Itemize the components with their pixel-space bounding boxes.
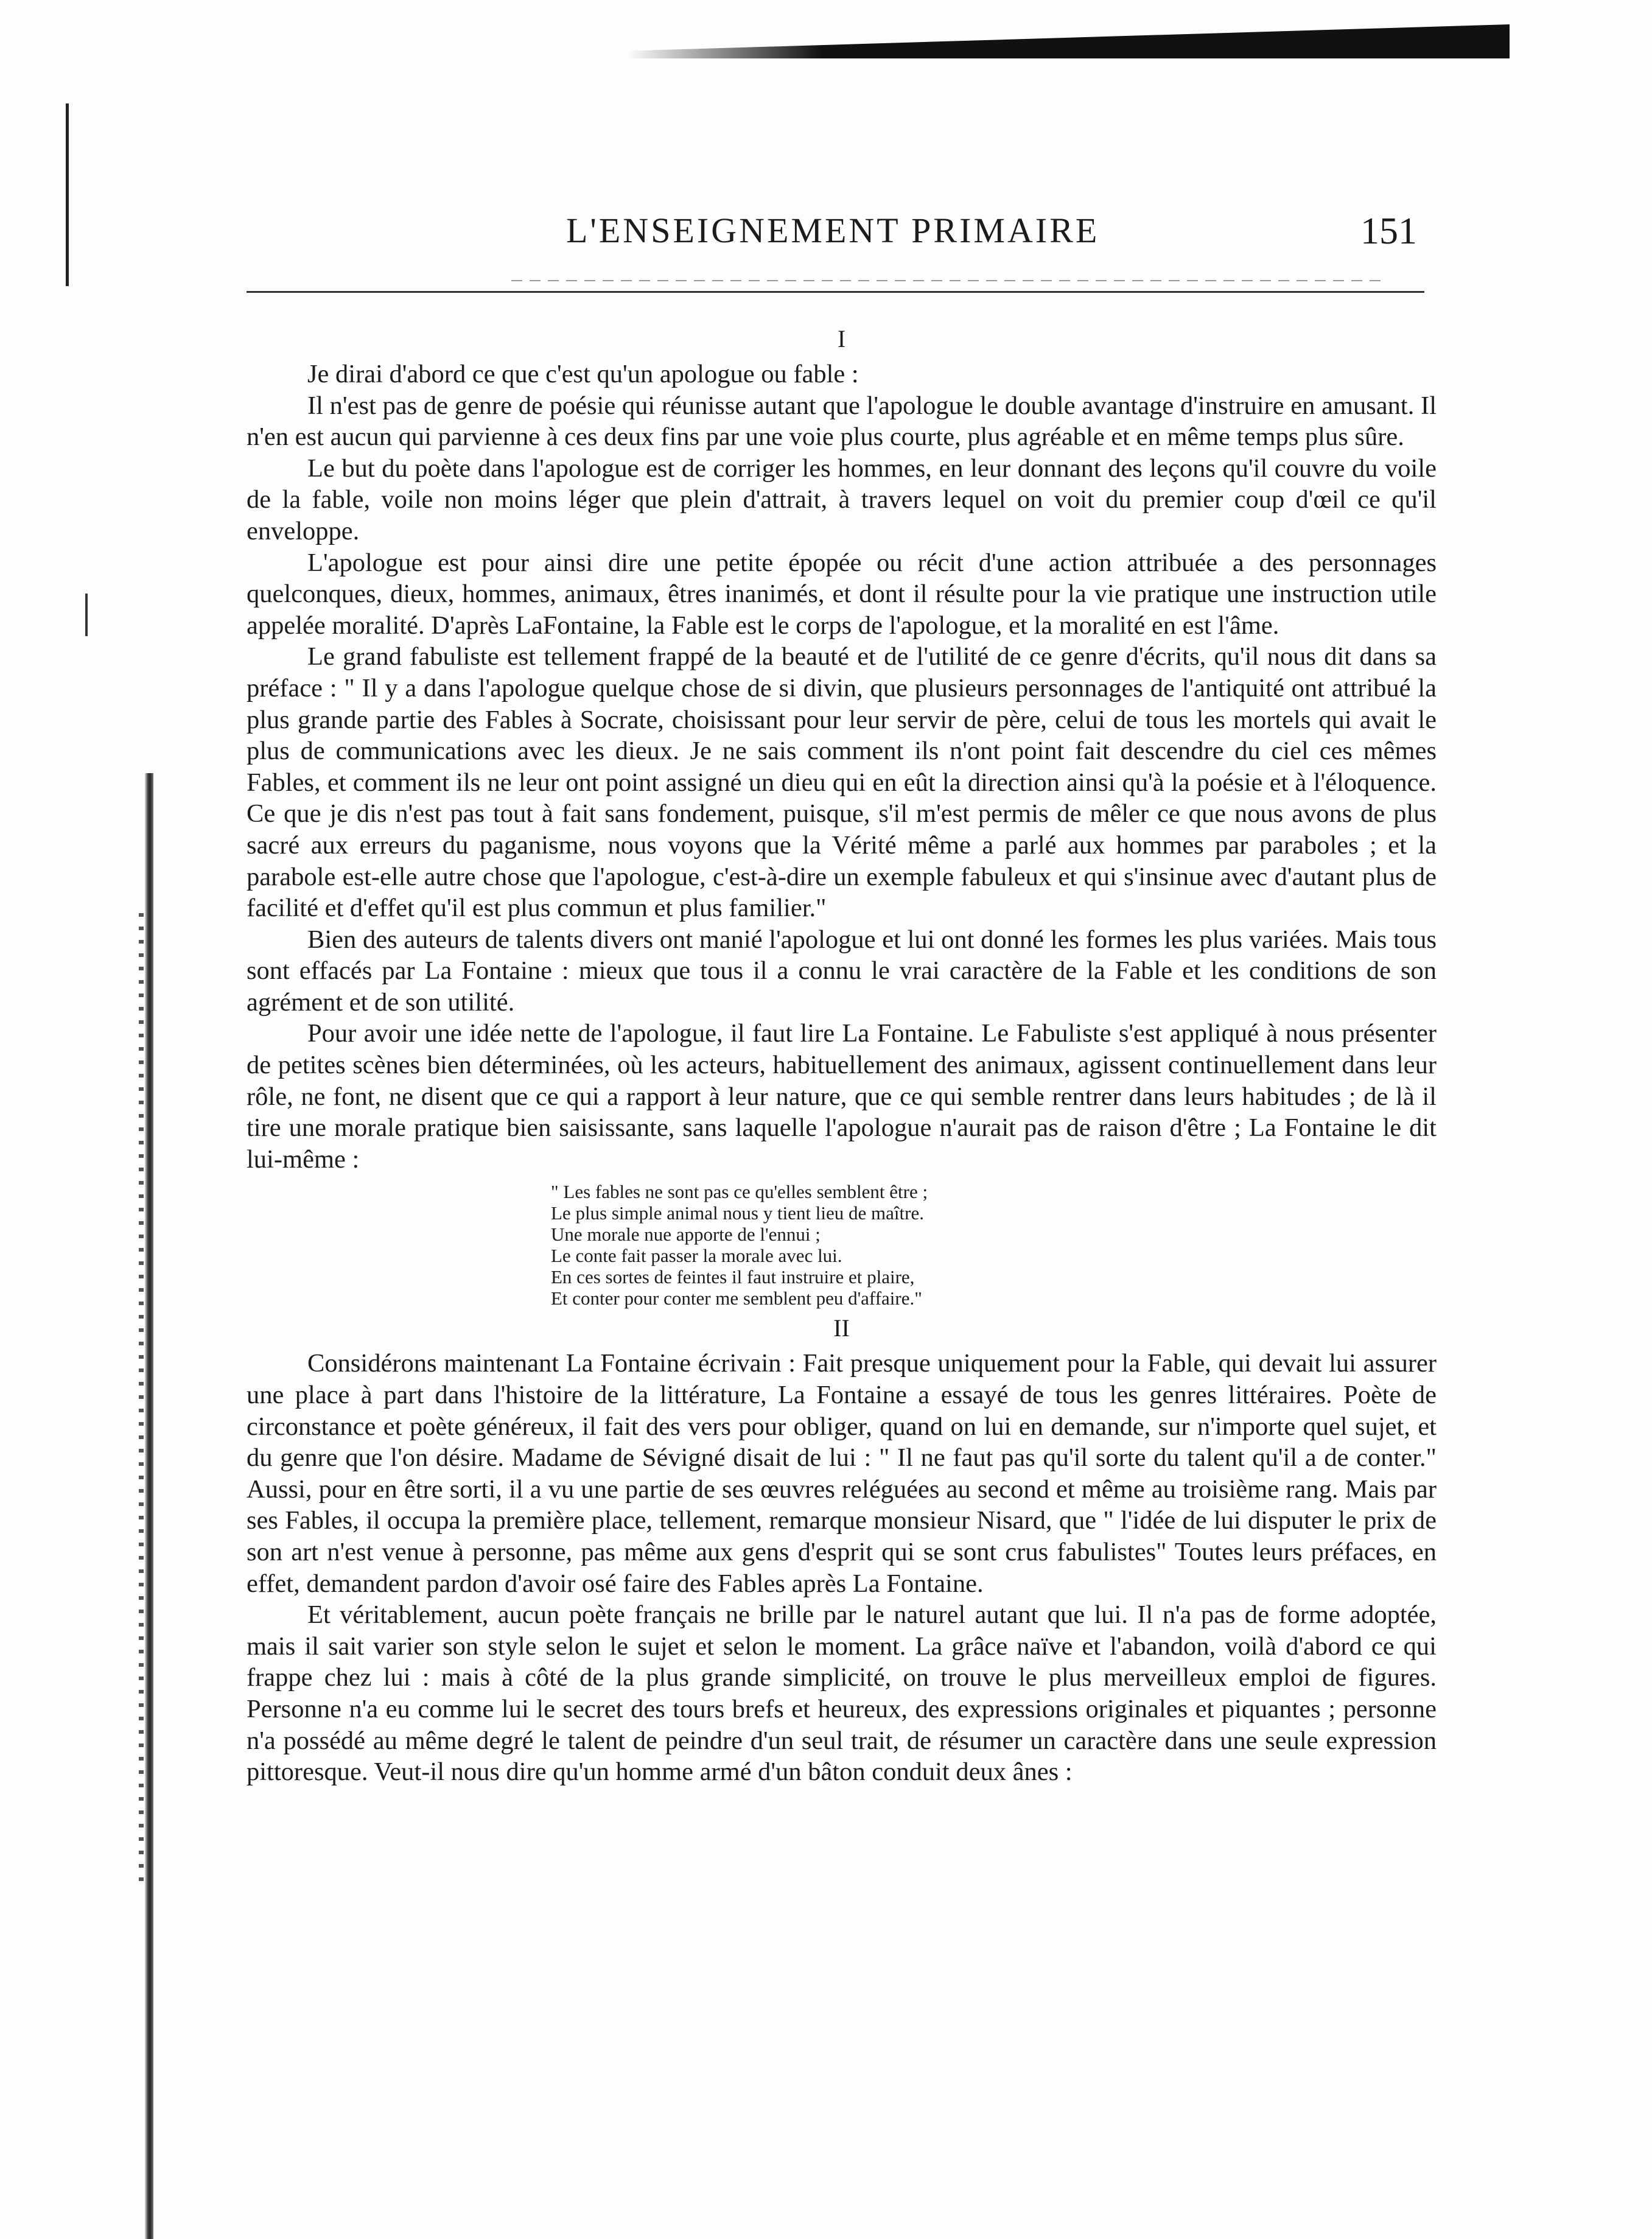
page-body — [247, 320, 1437, 1788]
scan-binding-edge — [145, 773, 153, 2239]
verse-quote — [551, 1181, 1437, 1309]
paragraph: Pour avoir une idée nette de l'apologue, il faut lire La Fontaine. Le Fabuliste s'est appliqué à nous présenter de petites scènes bien déterminées, où les acteurs, habituellement des animaux, agissent continuellement dans leur rôle, ne font, ne disent que ce qui a rapport à leur nature, que ce qui semble rentrer dans leurs habitudes ; de là il tire une morale pratique bien saisissante, sans laquelle l'apologue n'aurait pas de raison d'être ; La Fontaine le dit lui-même : — [247, 1019, 1437, 1174]
scan-edge-mark — [66, 103, 69, 286]
verse-line: Le plus simple animal nous y tient lieu de maître. — [551, 1202, 924, 1224]
verse-line: Et conter pour conter me semblent peu d'affaire." — [551, 1288, 922, 1309]
scan-edge-mark — [85, 594, 88, 636]
verse-line: En ces sortes de feintes il faut instruire et plaire, — [551, 1266, 915, 1288]
header-rule-light — [511, 280, 1382, 281]
page-number: 151 — [1360, 211, 1417, 252]
scan-binding-edge — [139, 913, 144, 1887]
section-numeral: I — [837, 325, 846, 352]
verse-line: " Les fables ne sont pas ce qu'elles semblent être ; — [551, 1181, 928, 1203]
paragraph: Il n'est pas de genre de poésie qui réunisse autant que l'apologue le double avantage d'instruire en amusant. Il n'en est aucun qui parvienne à ces deux fins par une voie plus courte, plus agréable et en même temps plus sûre. — [247, 391, 1437, 452]
paragraph: Je dirai d'abord ce que c'est qu'un apologue ou fable : — [307, 360, 859, 388]
paragraph: Bien des auteurs de talents divers ont manié l'apologue et lui ont donné les formes les plus variées. Mais tous sont effacés par La Fontaine : mieux que tous il a connu le vrai caractère de la Fable et les conditions de son agrément et de son utilité. — [247, 925, 1437, 1017]
header-rule — [247, 291, 1424, 293]
verse-line: Le conte fait passer la morale avec lui. — [551, 1245, 842, 1267]
scan-top-band — [627, 24, 1510, 58]
running-header: L'ENSEIGNEMENT PRIMAIRE — [566, 211, 1100, 250]
paragraph: Le but du poète dans l'apologue est de corriger les hommes, en leur donnant des leçons qu'il couvre du voile de la fable, voile non moins léger que plein d'attrait, à travers lequel on voit du premier coup d'œil ce qu'il enveloppe. — [247, 454, 1437, 545]
paragraph: Et véritablement, aucun poète français ne brille par le naturel autant que lui. Il n'a pas de forme adoptée, mais il sait varier son style selon le sujet et selon le moment. La grâce naïve et l'abandon, voilà d'abord ce qui frappe chez lui : mais à côté de la plus grande simplicité, on trouve le plus merveilleux emploi de figures. Personne n'a eu comme lui le secret des tours brefs et heureux, des expressions originales et piquantes ; personne n'a possédé au même degré le talent de peindre d'un seul trait, de résumer un caractère dans une seule expression pittoresque. Veut-il nous dire qu'un homme armé d'un bâton conduit deux ânes : — [247, 1600, 1437, 1787]
paragraph: L'apologue est pour ainsi dire une petite épopée ou récit d'une action attribuée a des personnages quelconques, dieux, hommes, animaux, êtres inanimés, et dont il résulte pour la vie pratique une instruction utile appelée moralité. D'après LaFontaine, la Fable est le corps de l'apologue, et la moralité en est l'âme. — [247, 548, 1437, 640]
paragraph: Considérons maintenant La Fontaine écrivain : Fait presque uniquement pour la Fable, qui devait lui assurer une place à part dans l'histoire de la littérature, La Fontaine a essayé de tous les genres littéraires. Poète de circonstance et poète généreux, il fait des vers pour obliger, quand on lui en demande, sur n'importe quel sujet, et du genre que l'on désire. Madame de Sévigné disait de lui : " Il ne faut pas qu'il sorte du talent qu'il a de conter." Aussi, pour en être sorti, il a vu une partie de ses œuvres reléguées au second et même au troisième rang. Mais par ses Fables, il occupa la première place, tellement, remarque monsieur Nisard, que " l'idée de lui disputer le prix de son art n'est venue à personne, pas même aux gens d'esprit qui se sont crus fabulistes" Toutes leurs préfaces, en effet, demandent pardon d'avoir osé faire des Fables après La Fontaine. — [247, 1349, 1437, 1598]
paragraph: Le grand fabuliste est tellement frappé de la beauté et de l'utilité de ce genre d'écrits, qu'il nous dit dans sa préface : " Il y a dans l'apologue quelque chose de si divin, que plusieurs personnages de l'antiquité ont attribué la plus grande partie des Fables à Socrate, choisissant pour leur servir de père, celui de tous les mortels qui avait le plus de communications avec les dieux. Je ne sais comment ils n'ont point fait descendre du ciel ces mêmes Fables, et comment ils ne leur ont point assigné un dieu qui en eût la direction ainsi qu'à la poésie et à l'éloquence. Ce que je dis n'est pas tout à fait sans fondement, puisque, s'il m'est permis de mêler ce que nous avons de plus sacré aux erreurs du paganisme, nous voyons que la Vérité même a parlé aux hommes par paraboles ; et la parabole est-elle autre chose que l'apologue, c'est-à-dire un exemple fabuleux et qui s'insinue avec d'autant plus de facilité et d'effet qu'il est plus commun et plus familier." — [247, 642, 1437, 923]
verse-line: Une morale nue apporte de l'ennui ; — [551, 1224, 821, 1246]
section-numeral: II — [833, 1314, 850, 1342]
